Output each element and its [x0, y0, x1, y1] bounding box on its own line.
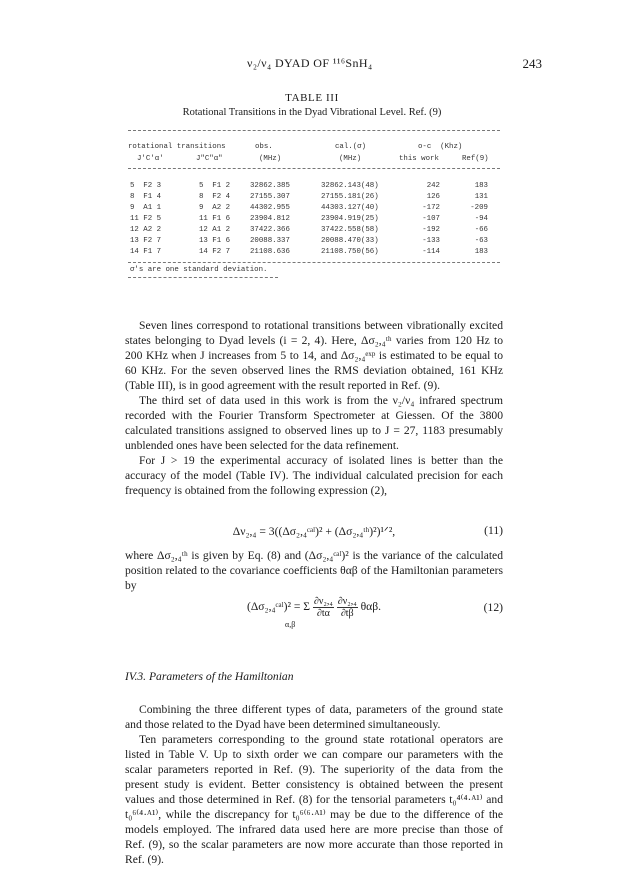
table-caption: Rotational Transitions in the Dyad Vibrational Level. Ref. (9): [182, 107, 442, 118]
body-text-middle: [125, 548, 503, 593]
cell-obs: 21108.636: [250, 248, 290, 256]
cell-obs: 44302.955: [250, 204, 290, 212]
footnote-rule: [128, 277, 278, 278]
cell-lower: 5 F1 2: [199, 182, 231, 190]
equation-body: [125, 596, 503, 619]
fraction-denominator: ∂tα: [316, 608, 330, 619]
paragraph: where Δσ₂,₄ᵗʰ is given by Eq. (8) and (Δσ₂,₄ᶜᵃˡ)² is the variance of the calculated position related to the covariance coefficients θαβ of the Hamiltonian parameters by: [125, 549, 503, 592]
cell-cal: 37422.558(58): [321, 226, 379, 234]
col-header-cal: cal.(σ): [335, 143, 367, 151]
cell-cal: 23904.919(25): [321, 215, 379, 223]
page-number: 243: [522, 56, 542, 71]
cell-ref: -66: [474, 226, 488, 234]
partial-fraction: [337, 596, 358, 619]
equation-body: Δν₂,₄ = 3((Δσ₂,₄ᶜᵃˡ)² + (Δσ₂,₄ᵗʰ)²)¹ᐟ²,: [232, 525, 396, 538]
fraction-numerator: ∂ν₂,₄: [337, 596, 357, 607]
cell-obs: 23904.812: [250, 215, 290, 223]
col-header-this-work: this work: [399, 155, 439, 163]
cell-upper: 14 F1 7: [130, 248, 162, 256]
cell-upper: 13 F2 7: [130, 237, 162, 245]
cell-ref: 131: [474, 193, 488, 201]
col-header-oc: o-c (Khz): [418, 143, 463, 151]
equation-11: [125, 524, 503, 542]
table-header-rule: [128, 168, 500, 169]
fraction-numerator: ∂ν₂,₄: [313, 596, 333, 607]
cell-cal: 21108.750(56): [321, 248, 379, 256]
cell-upper: 8 F1 4: [130, 193, 162, 201]
cell-this-work: -172: [422, 204, 440, 212]
table-bottom-rule: [128, 262, 500, 263]
cell-ref: -63: [474, 237, 488, 245]
cell-this-work: -107: [422, 215, 440, 223]
cell-upper: 5 F2 3: [130, 182, 162, 190]
paragraph: Combining the three different types of data, parameters of the ground state and those related to the Dyad have been determined simultaneously.: [125, 703, 503, 731]
col-header-ref: Ref(9): [462, 155, 489, 163]
cell-obs: 27155.307: [250, 193, 290, 201]
paragraph: Seven lines correspond to rotational transitions between vibrationally excited states belonging to Dyad levels (i = 2, 4). Here, Δσ₂,₄ᵗʰ varies from 120 Hz to 200 KHz when J increases from 5 to 14, and Δσ₂,₄ᵉˣᵖ is estimated to be equal to 60 KHz. For the seven observed lines the RMS deviation obtained, 161 KHz (Table III), is in good agreement with the result reported in Ref. (9).: [125, 319, 503, 392]
cell-lower: 9 A2 2: [199, 204, 231, 212]
cell-this-work: 126: [426, 193, 440, 201]
cell-obs: 20088.337: [250, 237, 290, 245]
sum-index: α,β: [285, 620, 296, 629]
col-header-transitions: rotational transitions: [128, 143, 226, 151]
table-label: TABLE III: [285, 92, 339, 104]
running-title: ν₂/ν₄ DYAD OF ¹¹⁶SnH₄: [247, 56, 373, 70]
cell-obs: 32862.385: [250, 182, 290, 190]
paragraph: The third set of data used in this work is from the ν₂/ν₄ infrared spectrum recorded with the Fourier Transform Spectrometer at Giessen. Of the 3800 calculated transitions assigned to observed lines up to J = 27, 1183 presumably unblended ones have been selected for the data refinement.: [125, 394, 503, 452]
equation-tail: θαβ.: [360, 600, 382, 614]
equation-number: (12): [483, 601, 503, 614]
cell-this-work: -133: [422, 237, 440, 245]
table-footnote: σ's are one standard deviation.: [130, 266, 268, 274]
running-head: [0, 56, 624, 72]
equation-12: [125, 592, 503, 629]
col-header-obs: obs.: [255, 143, 273, 151]
col-header-cal-unit: (MHz): [339, 155, 362, 163]
cell-ref: -209: [470, 204, 488, 212]
cell-this-work: -192: [422, 226, 440, 234]
cell-lower: 12 A1 2: [199, 226, 231, 234]
col-header-lower: J"C"α": [196, 155, 223, 163]
partial-fraction: [313, 596, 334, 619]
cell-this-work: 242: [426, 182, 440, 190]
cell-upper: 11 F2 5: [130, 215, 162, 223]
cell-this-work: -114: [422, 248, 440, 256]
cell-lower: 13 F1 6: [199, 237, 231, 245]
body-text-upper: [125, 318, 503, 498]
cell-cal: 32862.143(48): [321, 182, 379, 190]
body-text-lower: [125, 702, 503, 867]
equation-lhs: (Δσ₂,₄ᶜᵃˡ)² = Σ: [246, 600, 310, 614]
paragraph: Ten parameters corresponding to the ground state rotational operators are listed in Table V. Up to sixth order we can compare our parameters with the scalar parameters reported in Ref. (9). The superiority of the data from the present study is evident. Better consistency is obtained between the present values and those determined in Ref. (8) for the tensorial parameters t₀⁴⁽⁴·ᴬ¹⁾ and t₀⁶⁽⁴·ᴬ¹⁾, while the discrepancy for t₀⁶⁽⁶·ᴬ¹⁾ may be due to the difference of the models employed. The infrared data used here are more precise than those of Ref. (9), so the scalar parameters are now more accurate than those reported in Ref. (9).: [125, 733, 503, 866]
cell-ref: 183: [474, 248, 488, 256]
cell-upper: 9 A1 1: [130, 204, 162, 212]
section-heading: IV.3. Parameters of the Hamiltonian: [125, 670, 294, 683]
equation-number: (11): [484, 524, 503, 537]
cell-ref: -94: [474, 215, 488, 223]
cell-ref: 183: [474, 182, 488, 190]
cell-lower: 8 F2 4: [199, 193, 231, 201]
cell-upper: 12 A2 2: [130, 226, 162, 234]
col-header-upper: J'C'α': [137, 155, 164, 163]
cell-cal: 27155.181(26): [321, 193, 379, 201]
paragraph: For J > 19 the experimental accuracy of isolated lines is better than the accuracy of the model (Table IV). The individual calculated precision for each frequency is obtained from the following expression (2),: [125, 454, 503, 497]
table-top-rule: [128, 130, 500, 131]
cell-cal: 44303.127(40): [321, 204, 379, 212]
cell-obs: 37422.366: [250, 226, 290, 234]
cell-cal: 20088.470(33): [321, 237, 379, 245]
cell-lower: 14 F2 7: [199, 248, 231, 256]
col-header-obs-unit: (MHz): [259, 155, 282, 163]
fraction-denominator: ∂tβ: [340, 608, 354, 619]
cell-lower: 11 F1 6: [199, 215, 231, 223]
